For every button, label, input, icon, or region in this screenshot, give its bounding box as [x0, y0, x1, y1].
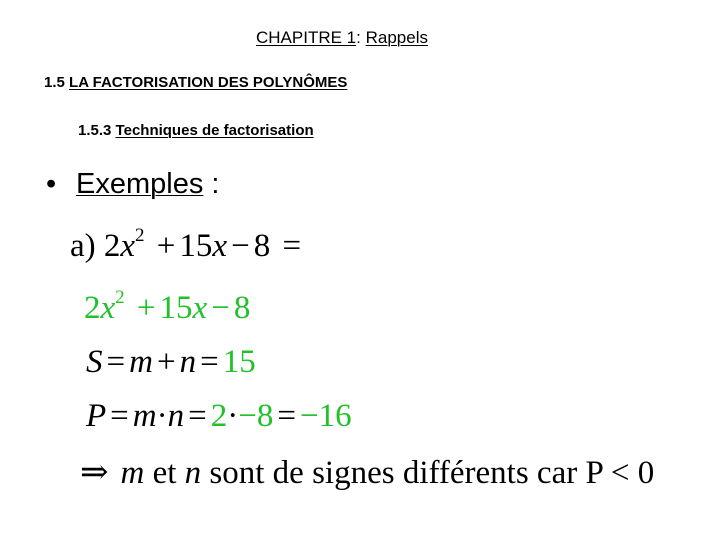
conjunction-et: et	[152, 455, 177, 491]
product-symbol: P	[86, 398, 107, 434]
equals-sign: =	[110, 398, 129, 434]
exponent: 2	[115, 287, 125, 308]
variable: x	[100, 290, 116, 326]
example-a-expression	[70, 225, 305, 265]
coef: 15	[179, 228, 213, 264]
variable: x	[192, 290, 208, 326]
section-title: LA FACTORISATION DES POLYNÔMES	[69, 74, 348, 91]
dot-operator: ·	[227, 398, 239, 434]
header-colon: :	[356, 28, 361, 47]
sum-value: 15	[222, 344, 256, 380]
equals-sign: =	[282, 228, 302, 264]
constant: 8	[233, 290, 251, 326]
m-variable: m	[132, 398, 157, 434]
product-result: −16	[300, 398, 352, 434]
example-a-prefix: a)	[70, 228, 96, 264]
product-equation	[86, 398, 352, 435]
exponent: 2	[135, 225, 145, 246]
variable: x	[120, 228, 136, 264]
equals-sign: =	[106, 344, 126, 380]
examples-bullet	[46, 168, 219, 201]
coef: 15	[159, 290, 193, 326]
m-variable: m	[129, 344, 153, 380]
plus-sign: +	[156, 228, 176, 264]
constant: 8	[253, 228, 271, 264]
bullet-icon: •	[46, 168, 57, 200]
n-variable: n	[184, 455, 202, 491]
chapter-label: CHAPITRE 1	[256, 28, 357, 47]
chapter-topic: Rappels	[365, 28, 428, 47]
n-variable: n	[179, 344, 197, 380]
m-variable: m	[120, 455, 145, 491]
section-number: 1.5	[44, 74, 65, 91]
minus-sign: −	[231, 228, 250, 264]
subsection-heading	[78, 122, 314, 139]
equals-sign: =	[188, 398, 207, 434]
n-variable: n	[167, 398, 185, 434]
coef: 2	[84, 290, 101, 326]
examples-colon: :	[211, 168, 220, 200]
factor-a: 2	[210, 398, 228, 434]
subsection-number: 1.5.3	[78, 122, 112, 139]
subsection-title: Techniques de factorisation	[115, 122, 314, 139]
plus-sign: +	[156, 344, 176, 380]
sum-equation	[86, 344, 256, 381]
dot-operator: ·	[156, 398, 168, 434]
implies-arrow-icon: ⇒	[80, 454, 109, 491]
plus-sign: +	[136, 290, 156, 326]
equals-sign: =	[277, 398, 297, 434]
sum-symbol: S	[86, 344, 103, 380]
equals-sign: =	[200, 344, 219, 380]
section-heading	[44, 74, 347, 91]
factor-b: −8	[238, 398, 274, 434]
coef: 2	[103, 228, 121, 264]
variable: x	[212, 228, 228, 264]
conclusion-text: sont de signes différents car P < 0	[209, 455, 655, 491]
minus-sign: −	[211, 290, 230, 326]
slide-header	[256, 28, 428, 48]
conclusion-line	[80, 452, 654, 492]
polynomial-green	[84, 287, 251, 327]
examples-label: Exemples	[76, 168, 204, 200]
